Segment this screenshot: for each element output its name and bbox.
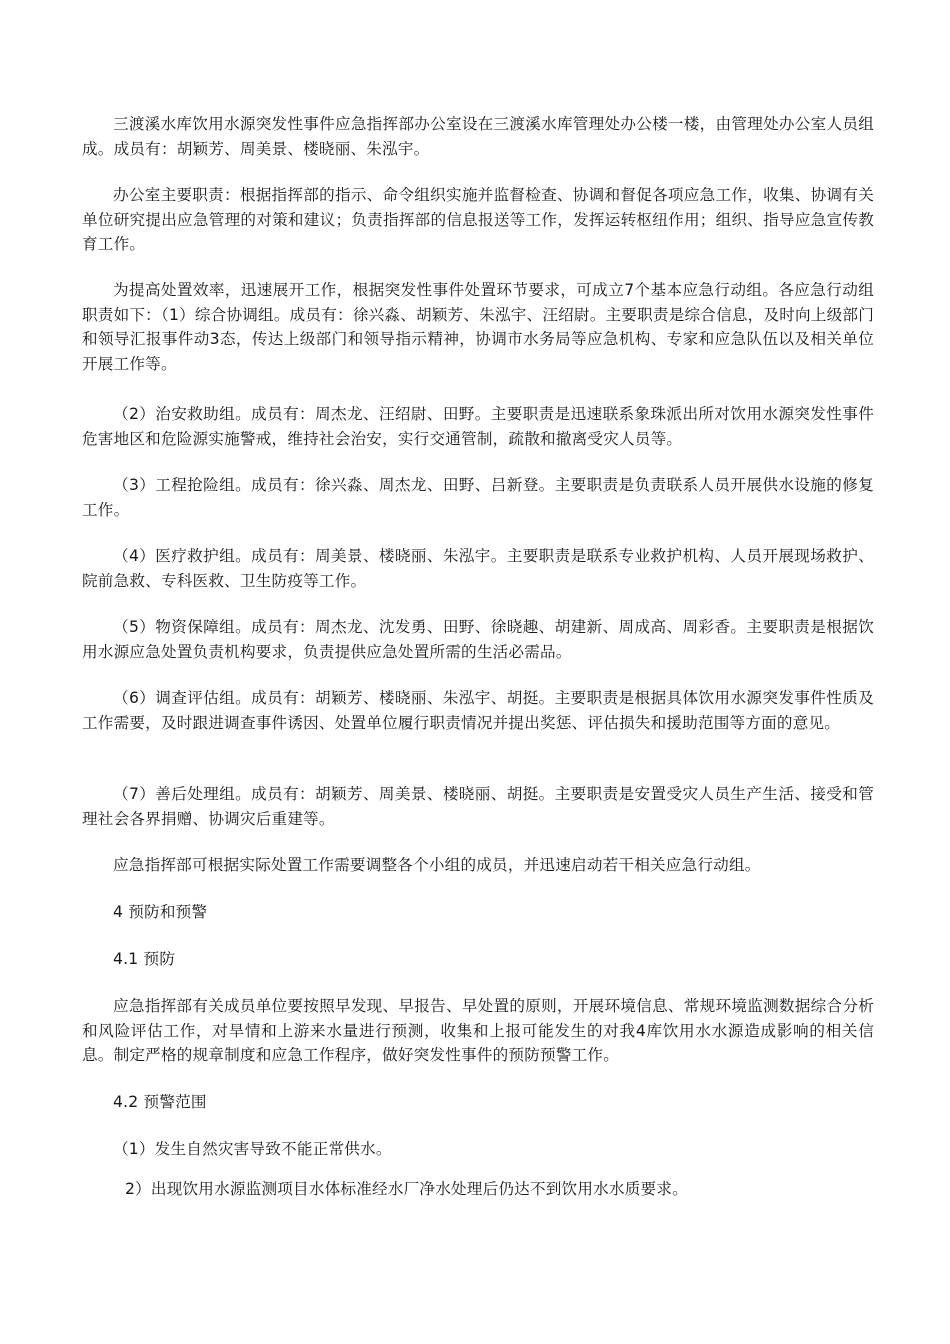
paragraph-security-rescue-group: （2）治安救助组。成员有：周杰龙、汪绍尉、田野。主要职责是迅速联系象珠派出所对饮用水源突发性事件危害地区和危险源实施警戒，维持社会治安，实行交通管制，疏散和撤离受灾人员等。 xyxy=(82,405,874,448)
section-heading-4: 4 预防和预警 xyxy=(113,903,208,921)
list-item-1: （1）发生自然灾害导致不能正常供水。 xyxy=(113,1140,392,1158)
paragraph-prevention: 应急指挥部有关成员单位要按照早发现、早报告、早处置的原则，开展环境信息、常规环境监测数据综合分析和风险评估工作，对旱情和上游来水量进行预测，收集和上报可能发生的对我4库饮用水水源造成影响的相关信息。制定严格的规章制度和应急工作程序，做好突发性事件的预防预警工作。 xyxy=(82,997,874,1064)
paragraph-supplies-group: （5）物资保障组。成员有：周杰龙、沈发勇、田野、徐晓趣、胡建新、周成高、周彩香。主要职责是根据饮用水源应急处置负责机构要求，负责提供应急处置所需的生活必需品。 xyxy=(82,618,874,661)
section-heading-4-1: 4.1 预防 xyxy=(113,950,176,968)
paragraph-action-groups: 为提高处置效率，迅速展开工作，根据突发性事件处置环节要求，可成立7个基本应急行动组。各应急行动组职责如下：（1）综合协调组。成员有：徐兴淼、胡颖芳、朱泓宇、汪绍尉。主要职责是综合信息，及时向上级部门和领导汇报事件动3态，传达上级部门和领导指示精神，协调市水务局等应急机构、专家和应急队伍以及相关单位开展工作等。 xyxy=(82,281,875,373)
paragraph-office-duties: 办公室主要职责：根据指挥部的指示、命令组织实施并监督检查、协调和督促各项应急工作，收集、协调有关单位研究提出应急管理的对策和建议；负责指挥部的信息报送等工作，发挥运转枢纽作用；组织、指导应急宣传教育工作。 xyxy=(82,186,874,253)
paragraph-engineering-group: （3）工程抢险组。成员有：徐兴淼、周杰龙、田野、吕新登。主要职责是负责联系人员开展供水设施的修复工作。 xyxy=(82,476,874,519)
section-heading-4-2: 4.2 预警范围 xyxy=(113,1093,207,1111)
paragraph-medical-group: （4）医疗救护组。成员有：周美景、楼晓丽、朱泓宇。主要职责是联系专业救护机构、人员开展现场救护、院前急救、专科医救、卫生防疫等工作。 xyxy=(82,547,874,590)
paragraph-adjustment: 应急指挥部可根据实际处置工作需要调整各个小组的成员，并迅速启动若干相关应急行动组。 xyxy=(113,856,761,874)
list-item-2: 2）出现饮用水源监测项目水体标准经水厂净水处理后仍达不到饮用水水质要求。 xyxy=(125,1180,688,1198)
paragraph-aftermath-group: （7）善后处理组。成员有：胡颖芳、周美景、楼晓丽、胡挺。主要职责是安置受灾人员生产生活、接受和管理社会各界捐赠、协调灾后重建等。 xyxy=(82,785,874,828)
paragraph-assessment-group: （6）调查评估组。成员有：胡颖芳、楼晓丽、朱泓宇、胡挺。主要职责是根据具体饮用水源突发事件性质及工作需要，及时跟进调查事件诱因、处置单位履行职责情况并提出奖惩、评估损失和援助范围等方面的意见。 xyxy=(82,689,874,732)
paragraph-office-location: 三渡溪水库饮用水源突发性事件应急指挥部办公室设在三渡溪水库管理处办公楼一楼，由管理处办公室人员组成。成员有：胡颖芳、周美景、楼晓丽、朱泓宇。 xyxy=(82,115,874,158)
